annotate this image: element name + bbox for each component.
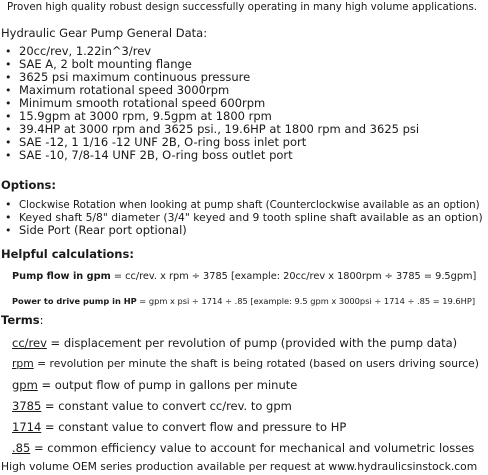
- list-item: • SAE -10, 7/8-14 UNF 2B, O-ring boss outlet port: [5, 148, 293, 162]
- term-row: [12, 441, 474, 455]
- list-item: • Clockwise Rotation when looking at pump shaft (Counterclockwise available as an option): [5, 198, 480, 211]
- term-definition: = revolution per minute the shaft is being rotated (based on users driving source): [33, 357, 479, 370]
- term-name: rpm: [12, 357, 34, 370]
- bullet-icon: •: [5, 211, 12, 224]
- power-formula: [12, 294, 475, 308]
- list-item: • 20cc/rev, 1.22in^3/rev: [5, 44, 152, 58]
- term-definition: = constant value to convert cc/rev. to gpm: [41, 399, 292, 413]
- list-item: • SAE A, 2 bolt mounting flange: [5, 57, 192, 71]
- terms-heading: Terms:: [1, 313, 44, 327]
- term-row: [12, 336, 457, 350]
- bullet-icon: •: [5, 110, 12, 123]
- bullet-icon: •: [5, 224, 12, 237]
- term-name: gpm: [12, 378, 38, 392]
- list-item: • Keyed shaft 5/8" diameter (3/4" keyed and 9 tooth spline shaft available as an option): [5, 211, 483, 224]
- options-heading: Options:: [1, 178, 56, 192]
- list-item: • 39.4HP at 3000 rpm and 3625 psi., 19.6HP at 1800 rpm and 3625 psi: [5, 122, 420, 136]
- bullet-icon: •: [5, 198, 12, 211]
- bullet-icon: •: [5, 84, 12, 97]
- formula-text: = gpm x psi ÷ 1714 ÷ .85 [example: 9.5 gpm x 3000psi ÷ 1714 ÷ .85 = 19.6HP]: [136, 296, 476, 306]
- general-data-heading: Hydraulic Gear Pump General Data:: [1, 26, 208, 40]
- list-item: • 3625 psi maximum continuous pressure: [5, 70, 251, 84]
- helpful-calculations-heading: Helpful calculations:: [1, 247, 134, 261]
- term-row: [12, 399, 292, 413]
- formula-text: = cc/rev. x rpm ÷ 3785 [example: 20cc/rev x 1800rpm ÷ 3785 = 9.5gpm]: [110, 271, 477, 282]
- term-definition: = displacement per revolution of pump (provided with the pump data): [46, 336, 458, 350]
- formula-label: Pump flow in gpm: [12, 271, 111, 282]
- term-definition: = output flow of pump in gallons per minute: [37, 378, 298, 392]
- formula-label: Power to drive pump in HP: [12, 296, 137, 306]
- list-item: • Minimum smooth rotational speed 600rpm: [5, 96, 266, 110]
- bullet-icon: •: [5, 45, 12, 58]
- term-row: [12, 378, 297, 392]
- term-name: .85: [12, 441, 31, 455]
- intro-text: Proven high quality robust design successfully operating in many high volume applications.: [7, 1, 478, 13]
- footer-text: High volume OEM series production available per request at www.hydraulicsinstock.com: [1, 460, 478, 473]
- bullet-icon: •: [5, 58, 12, 71]
- list-item: • Side Port (Rear port optional): [5, 223, 187, 237]
- term-definition: = constant value to convert flow and pressure to HP: [41, 420, 347, 434]
- pump-flow-formula: [12, 270, 476, 284]
- bullet-icon: •: [5, 123, 12, 136]
- term-name: 3785: [12, 399, 42, 413]
- list-item: • Maximum rotational speed 3000rpm: [5, 83, 230, 97]
- bullet-icon: •: [5, 71, 12, 84]
- term-name: cc/rev: [12, 336, 47, 350]
- term-row: [12, 357, 479, 371]
- list-item: • SAE -12, 1 1/16 -12 UNF 2B, O-ring boss inlet port: [5, 135, 307, 149]
- term-definition: = common efficiency value to account for mechanical and volumetric losses: [30, 441, 475, 455]
- term-name: 1714: [12, 420, 42, 434]
- bullet-icon: •: [5, 97, 12, 110]
- bullet-icon: •: [5, 136, 12, 149]
- bullet-icon: •: [5, 149, 12, 162]
- list-item: • 15.9gpm at 3000 rpm, 9.5gpm at 1800 rpm: [5, 109, 272, 123]
- term-row: [12, 420, 346, 434]
